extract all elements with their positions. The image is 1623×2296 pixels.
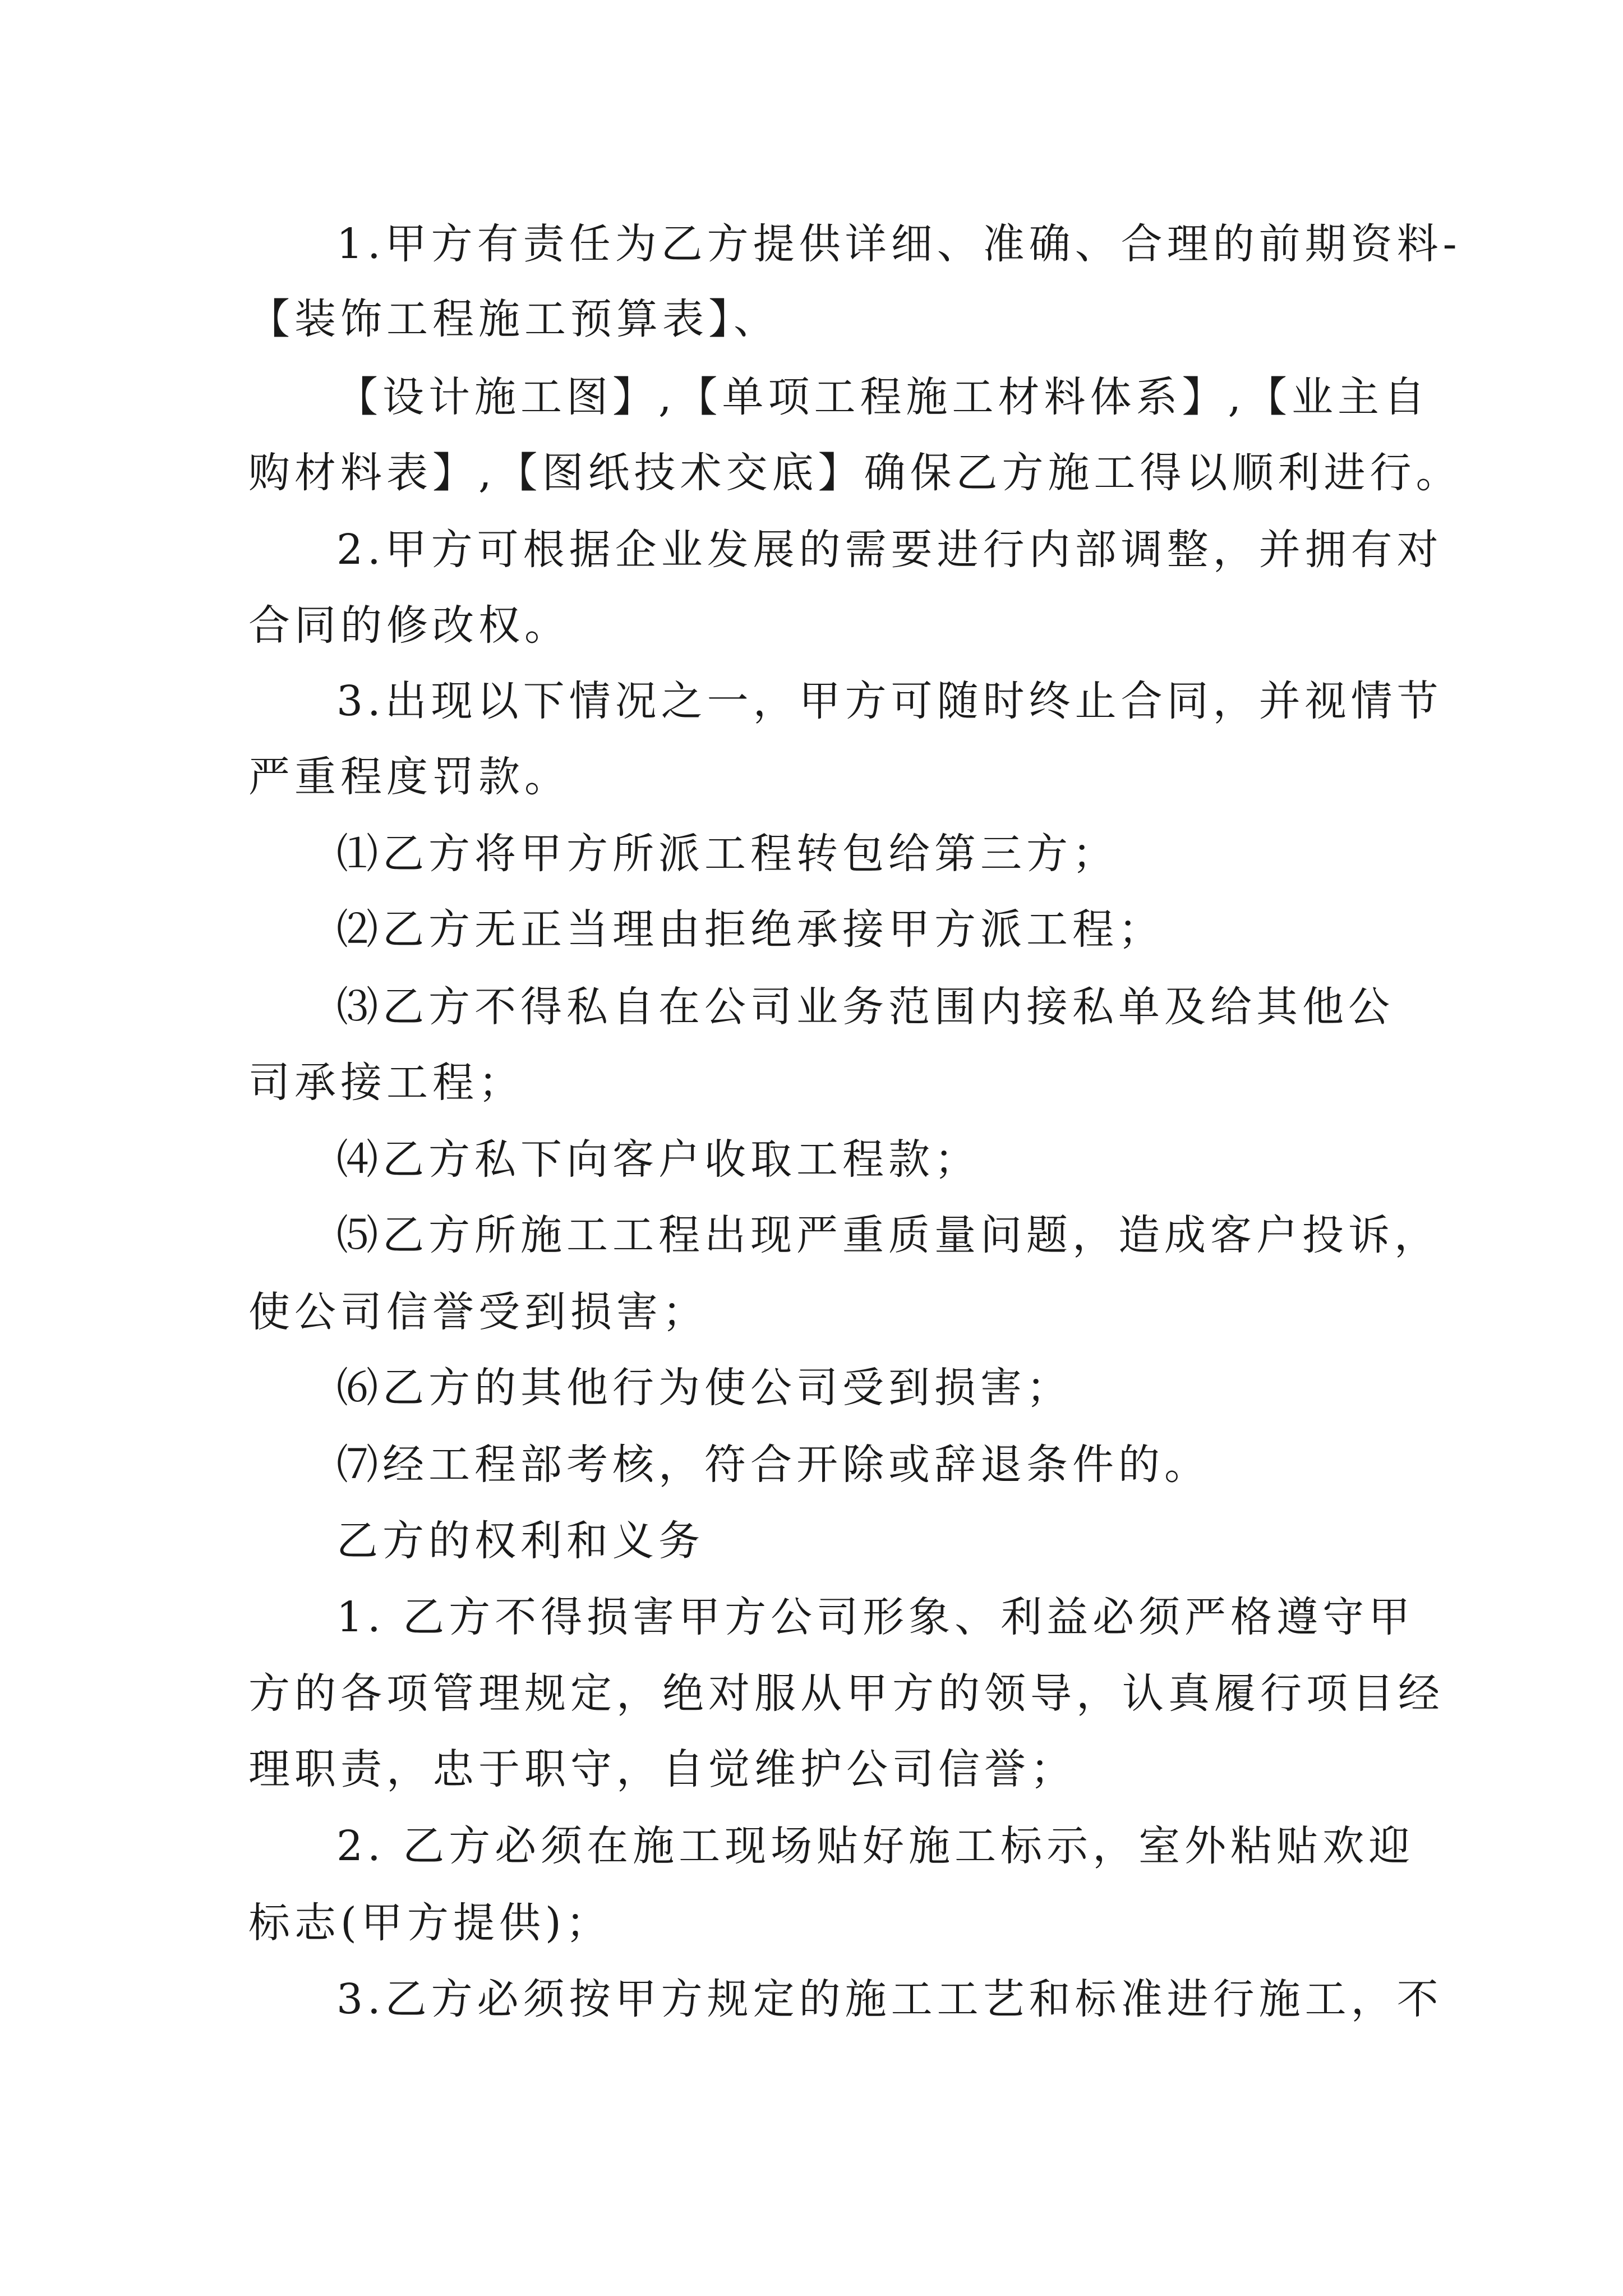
list-item: ⑸乙方所施工工程出现严重质量问题，造成客户投诉，	[336, 1211, 1440, 1259]
text-line: 方的各项管理规定，绝对服从甲方的领导，认真履行项目经	[248, 1669, 1444, 1718]
list-item: ⑺经工程部考核，符合开除或辞退条件的。	[336, 1441, 1210, 1489]
text-line: 2. 乙方必须在施工现场贴好施工标示，室外粘贴欢迎	[336, 1822, 1415, 1870]
list-item: ⑶乙方不得私自在公司业务范围内接私单及给其他公	[336, 983, 1394, 1031]
text-line: 司承接工程；	[248, 1059, 524, 1107]
list-item: ⑴乙方将甲方所派工程转包给第三方；	[336, 830, 1118, 878]
list-item: ⑷乙方私下向客户收取工程款；	[336, 1135, 980, 1184]
text-line: 理职责，忠于职守，自觉维护公司信誉；	[248, 1745, 1076, 1793]
text-line: 1. 乙方不得损害甲方公司形象、利益必须严格遵守甲	[336, 1593, 1415, 1641]
text-line: 购材料表】,【图纸技术交底】确保乙方施工得以顺利进行。	[248, 449, 1462, 497]
text-line: 标志(甲方提供)；	[248, 1899, 612, 1947]
text-line: 1.甲方有责任为乙方提供详细、准确、合理的前期资料-	[336, 220, 1461, 268]
list-item: ⑵乙方无正当理由拒绝承接甲方派工程；	[336, 905, 1164, 954]
section-heading: 乙方的权利和义务	[336, 1517, 704, 1565]
text-line: 【设计施工图】,【单项工程施工材料体系】,【业主自	[336, 373, 1430, 421]
text-line: 合同的修改权。	[248, 601, 570, 650]
text-line: 3.乙方必须按甲方规定的施工工艺和标准进行施工，不	[336, 1975, 1443, 2023]
text-line: 使公司信誉受到损害；	[248, 1288, 708, 1336]
text-line: 【装饰工程施工预算表】、	[248, 295, 780, 343]
list-item: ⑹乙方的其他行为使公司受到损害；	[336, 1364, 1072, 1412]
text-line: 严重程度罚款。	[248, 753, 570, 801]
text-line: 3.出现以下情况之一，甲方可随时终止合同，并视情节	[336, 677, 1443, 725]
text-line: 2.甲方可根据企业发展的需要进行内部调整，并拥有对	[336, 526, 1443, 574]
